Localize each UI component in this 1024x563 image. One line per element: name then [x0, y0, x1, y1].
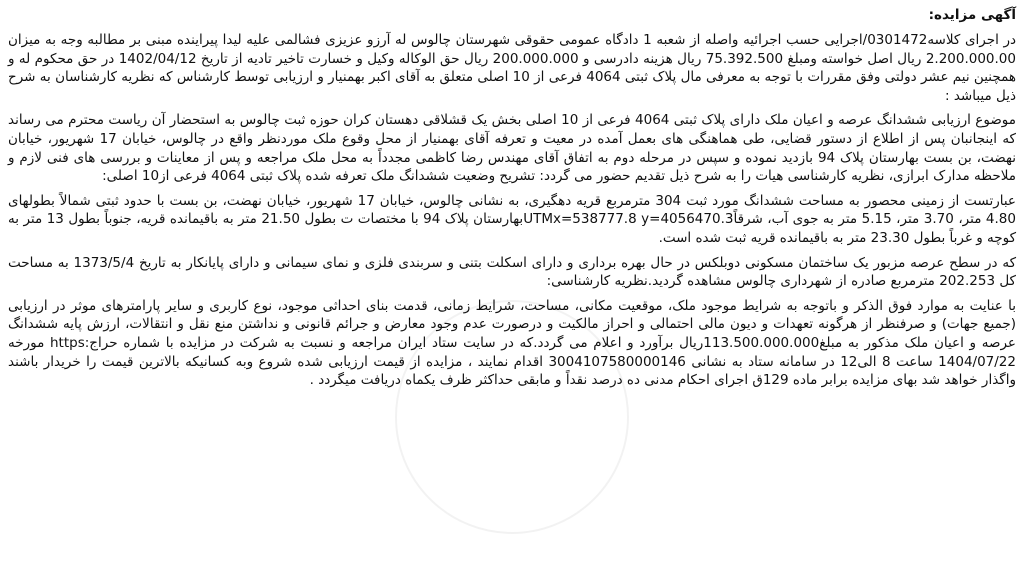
paragraph-valuation-subject: موضوع ارزیابی ششدانگ عرصه و اعیان ملک دارای پلاک ثبتی 4064 فرعی از 10 اصلی بخش یک قشلاقی دهستان کران حوزه ثبت چالوس به استحضار آن ریاست محترم می رساند که اینجانبان پس از اطلاع از دستور قضایی، طی هماهنگی های بعمل آمده در معیت و تعرفه آقای بهمنیار از محل وقوع ملک موردنظر واقع در چالوس، خیابان 17 شهریور، خیابان نهضت، بن بست بهارستان پلاک 94 بازدید نموده و سپس در مرحله دوم به اتفاق آقای مهندس رضا کاظمی مجدداً به محل ملک مراجعه و پس از معاینات و بررسی های فنی لازم و ملاحظه مدارک ابرازی، نظریه کارشناسی هیات را به شرح ذیل تقدیم حضور می گردد: تشریح وضعیت ششدانگ ملک تعرفه شده پلاک ثبتی 4064 فرعی از10 اصلی:	[8, 112, 1017, 185]
paragraph-land-description: عبارتست از زمینی محصور به مساحت ششدانگ مورد ثبت 304 مترمربع قریه دهگیری، به نشانی چالوس، خیابان 17 شهریور، خیابان نهضت، بن بست با حدود ثبتی شمالاً بطولهای 4.80 متر، 3.70 متر، 5.15 متر به جوی آب، شرقاًUTMx=538777.8 y=4056470.3بهارستان پلاک 94 با مختصات ت بطول 21.50 متر به باقیمانده قریه، جنوباً بطول 13 متر به کوچه و غرباً بطول 23.30 متر به باقیمانده قریه ثبت شده است.	[8, 192, 1016, 246]
notice-title: آگهی مزایده:	[928, 7, 1016, 23]
paragraph-building-description: که در سطح عرصه مزبور یک ساختمان مسکونی دوبلکس در حال بهره برداری و دارای اسکلت بتنی و سربندی فلزی و نمای سیمانی و دارای پایانکار به تاریخ 1373/5/4 به مساحت کل 202.253 مترمربع صادره از شهرداری چالوس مشاهده گردید.نظریه کارشناسی:	[8, 254, 1016, 290]
paragraph-expert-opinion: با عنایت به موارد فوق الذکر و باتوجه به شرایط موجود ملک، موقعیت مکانی، مساحت، شرایط زمانی، قدمت بنای احداثی موجود، نوع کاربری و سایر پارامترهای موثر در ارزیابی (جمیع جهات) و صرفنظر از هرگونه تعهدات و دیون مالی احتمالی و احراز مالکیت و درصورت عدم وجود معارض و جرائم قانونی و نداشتن منع نقل و انتقالات، ارزش پایه ششدانگ عرصه و اعیان ملک مذکور به مبلغ113.500.000.000ریال برآورد و اعلام می گردد.که در سایت ستاد ایران مراجعه و نسبت به شرکت در مزایده با شماره حراج:https مورخه 1404/07/22 ساعت 8 الی12 در سامانه ستاد به نشانی 3004107580000146 اقدام نمایند ، مزایده از قیمت ارزیابی شده شروع وبه کسانیکه بالاترین قیمت را خریدار باشند واگذار خواهد شد بهای مزایده برابر ماده 129ق اجرای احکام مدنی ده درصد نقداً و مابقی حداکثر ظرف یکماه دریافت میگردد .	[8, 297, 1016, 389]
paragraph-case-details: در اجرای کلاسه0301472/اجرایی حسب اجرائیه واصله از شعبه 1 دادگاه عمومی حقوقی شهرستان چالوس له آرزو عزیزی فشالمی علیه لیدا پیراینده مبنی بر مطالبه وجه به میزان 2.200.000.00 ریال اصل خواسته ومبلغ 75.392.500 ریال هزینه دادرسی و 200.000.000 ریال حق الوکاله وکیل و خسارت تاخیر تادیه از تاریخ 1402/04/12 در حق محکوم له و همچنین نیم عشر دولتی وفق مقررات با توجه به معرفی مال پلاک ثبتی 4064 فرعی از 10 اصلی متعلق به آقای اکبر بهمنیار و ارزیابی توسط کارشناس که نظریه کارشناسان به شرح ذیل میباشد :	[8, 32, 1016, 104]
